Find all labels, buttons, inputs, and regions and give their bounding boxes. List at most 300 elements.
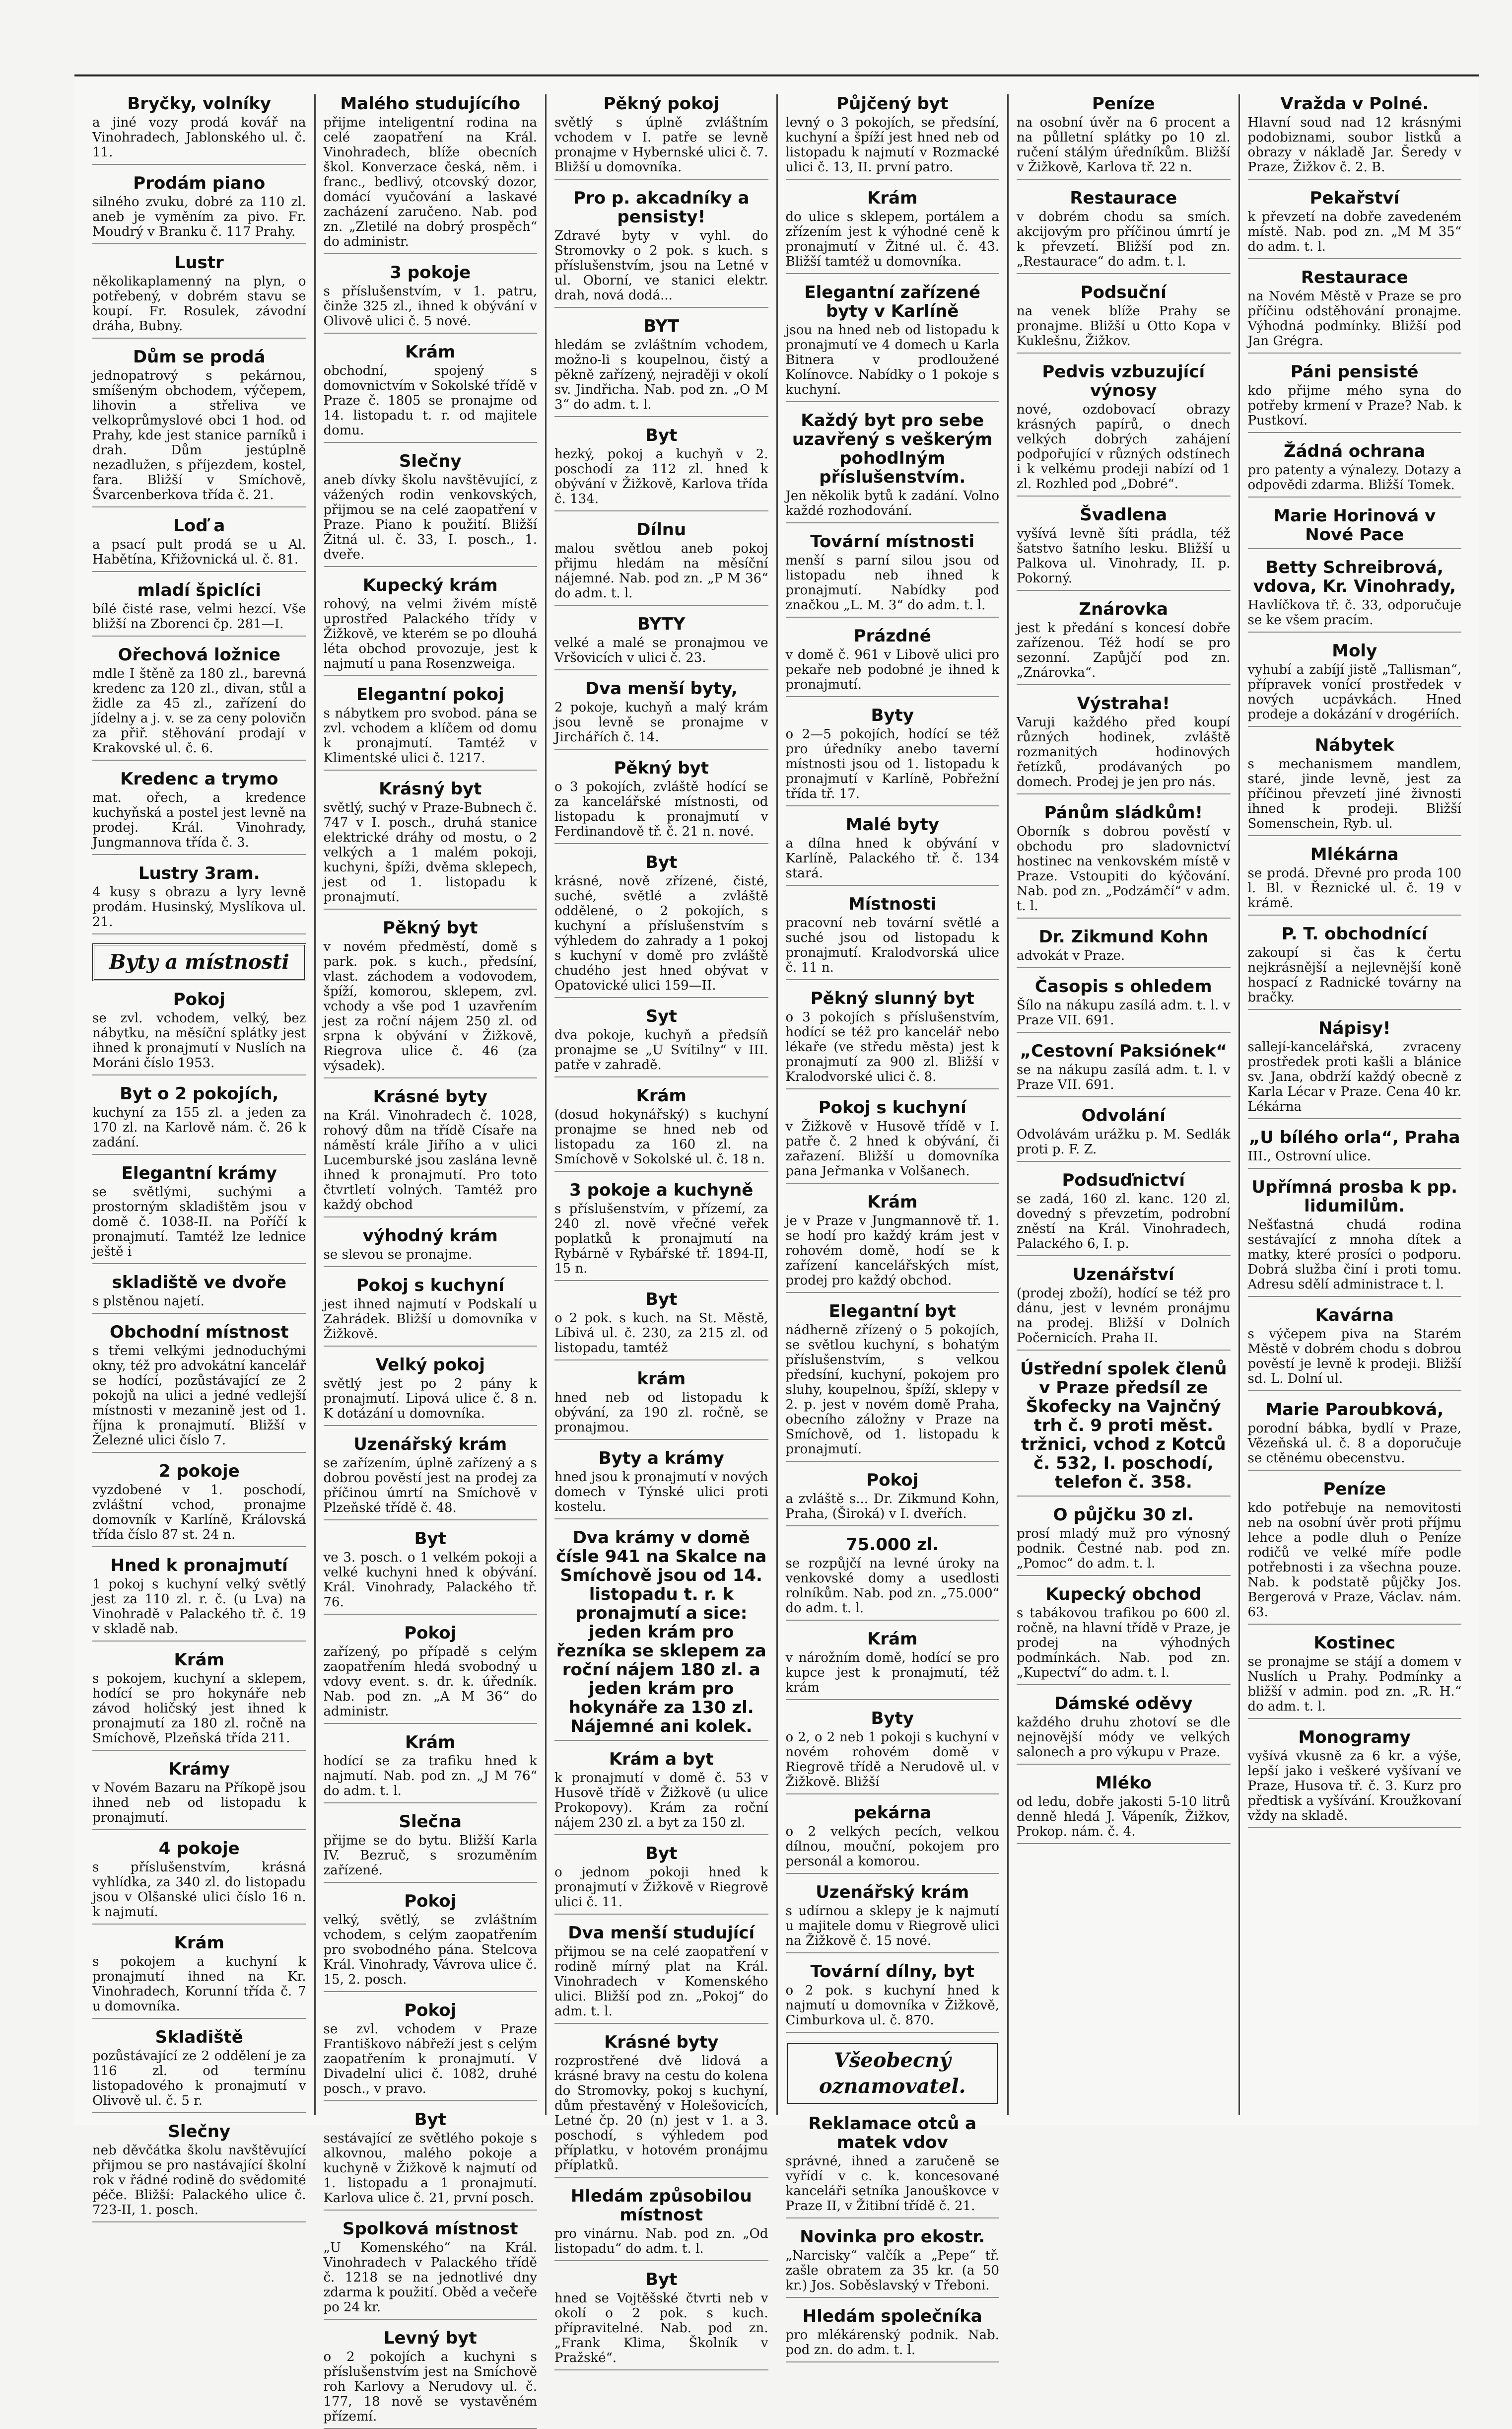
classified-ad	[324, 1356, 538, 1426]
ad-separator	[786, 696, 1000, 697]
ad-heading: 75.000 zl.	[846, 1535, 939, 1555]
ad-heading: Elegantní krámy	[121, 1163, 277, 1183]
classified-ad	[554, 853, 768, 998]
classified-ad	[1017, 1585, 1231, 1685]
classified-ad	[786, 1803, 1000, 1874]
ad-separator	[554, 749, 768, 750]
ad-text: mdle I štěně za 180 zl., barevná kredenc za 120 zl., divan, stůl a židle za 45 zl., zařízení do jídelny a j. v. se za ceny polovičn za přiř. stěhování prodají v Krakovské ul. č. 6.	[92, 666, 306, 756]
ad-separator	[1248, 548, 1462, 549]
ad-separator	[786, 617, 1000, 618]
ad-separator	[324, 1991, 538, 1992]
ad-text: Zdravé byty v vyhl. do Stromovky o 2 pok. s kuch. s příslušenstvím, jsou na Letné v ul. Oborní, ve stanici elektr. drah, nová dodá...	[554, 228, 768, 303]
ad-separator	[1248, 1168, 1462, 1169]
classified-ad	[92, 1084, 306, 1155]
ad-heading: Pro p. akcadníky a pensisty!	[573, 188, 750, 227]
ad-separator	[324, 2210, 538, 2211]
ad-text: s příslušenstvím, v 1. patru, činže 325 zl., ihned k obývání v Olivově ulici č. 5 nové.	[323, 284, 537, 329]
ad-text: a zvláště s... Dr. Zikmund Kohn, Praha, (Široká) v I. dveřích.	[785, 1492, 999, 1521]
ad-text: jest k předání s koncesí dobře zařízenou. Též hodí se pro sezonní. Zapůjčí pod zn. „Znárovka“.	[1017, 621, 1231, 680]
ad-separator	[1248, 1827, 1462, 1828]
classified-ad	[1017, 1694, 1231, 1765]
ad-heading: BYT	[643, 316, 680, 336]
ad-separator	[786, 273, 1000, 274]
ad-text: hezký, pokoj a kuchyň v 2. poschodí za 112 zl. hned k obývání v Žižkově, Karlova třída č. 134.	[554, 447, 768, 506]
ad-heading: Peníze	[1323, 1479, 1386, 1499]
ad-text: jest ihned najmutí v Podskalí u Zahrádek. Bližší u domovníka v Žižkově.	[323, 1297, 537, 1342]
ad-text: vyhubí a zabíjí jistě „Tallisman“, přípravek vonící prostředek v nových ucpávkách. Hned prodeje a dokázání v drogériích.	[1247, 662, 1461, 722]
ad-heading: Lustr	[174, 253, 224, 273]
ad-heading: Malé byty	[845, 815, 939, 835]
ad-separator	[1017, 967, 1231, 968]
ad-heading: Elegantní byt	[828, 1301, 956, 1321]
ad-separator	[92, 243, 306, 244]
ad-separator	[1017, 1684, 1231, 1685]
ad-heading: Skladiště	[155, 2027, 243, 2047]
ad-heading: Byty	[871, 706, 914, 725]
classified-ad	[554, 426, 768, 511]
ad-text: Oborník s dobrou pověstí v obchodu pro sladovnictví hostinec na venkovském místě v Praze. Vstoupiti do kýčování. Nab. pod zn. „Podzámčí“ v adm. t. l.	[1017, 824, 1231, 914]
classified-ad	[554, 1181, 768, 1281]
ad-separator	[786, 2217, 1000, 2218]
ad-heading: Slečny	[399, 451, 462, 471]
ad-heading: Pěkný byt	[382, 918, 478, 938]
ad-heading: výhodný krám	[362, 1226, 498, 1246]
ad-text: o jednom pokoji hned k pronajmutí v Žižkově v Riegrově ulici č. 11.	[554, 1865, 768, 1910]
ad-separator	[554, 1280, 768, 1281]
ad-heading: Prázdné	[853, 626, 931, 646]
ad-text: jsou na hned neb od listopadu k pronajmutí ve 4 domech u Karla Bitnera v prodloužené Kolínovce. Nabídky o 1 pokoje s kuchyní.	[785, 323, 999, 397]
ad-heading: Pěkný slunný byt	[810, 989, 974, 1008]
ad-heading: Malého studujícího	[340, 94, 521, 114]
classified-ad	[554, 520, 768, 606]
ad-heading: Pěkný pokoj	[603, 94, 719, 114]
classified-ad	[554, 2270, 768, 2370]
ad-text: o 2—5 pokojích, hodící se též pro úředníky anebo taverní místnosti jsou od 1. listopadu k pronajmutí v Karlíně, Pobřežní třída tř. 17.	[785, 727, 999, 801]
ad-separator	[786, 1292, 1000, 1293]
ad-heading: P. T. obchodnící	[1281, 924, 1428, 944]
ad-separator	[1248, 1009, 1462, 1010]
classified-ad	[92, 2028, 306, 2113]
classified-ad	[324, 452, 538, 567]
classified-ad	[324, 1276, 538, 1347]
ad-text: k převzetí na dobře zavedeném místě. Nab. pod zn. „M M 35“ do adm. t. l.	[1247, 210, 1461, 254]
ad-separator	[92, 1546, 306, 1547]
classified-ad	[1248, 925, 1462, 1010]
classified-ad	[554, 1007, 768, 1077]
ad-text: v domě č. 961 v Libově ulici pro pekaře neb podobné je ihned k pronajmutí.	[785, 647, 999, 692]
ad-heading: Lustry 3ram.	[138, 863, 260, 883]
classified-ad	[786, 1962, 1000, 2033]
classified-ad	[92, 1760, 306, 1830]
ad-text: přijme se do bytu. Bližší Karla IV. Bezruč, s srozuměním zařízené.	[323, 1833, 537, 1878]
ad-text: vyšívá levně šíti prádla, též šatstvo šatního lesku. Bližší u Palkova ul. Vinohrady, II. p. Pokorný.	[1017, 526, 1231, 586]
ad-heading: Vražda v Polné.	[1280, 94, 1429, 114]
ad-heading: Byty	[871, 1709, 914, 1728]
ad-text: menší s parní silou jsou od listopadu neb ihned k pronajmutí. Nabídky pod značkou „L. M. 3“ do adm. t. l.	[785, 553, 999, 613]
ad-text: bílé čisté rase, velmi hezcí. Vše bližší na Zborenci čp. 281—I.	[92, 602, 306, 632]
ad-text: nové, ozdobovací obrazy krásných papírů, o dnech velkých dobrých zahájení podpořující v různých odstínech i k velkému prodeji nabízí od 1 zl. Rozhled pod „Dobré“.	[1017, 402, 1231, 492]
ad-heading: Elegantní pokoj	[356, 685, 504, 705]
ad-text: zakoupí si čas k čertu nejkrásnější a nejlevnější koně hospací z Radnické továrny na bračky.	[1247, 945, 1461, 1005]
classified-ad	[1017, 1359, 1231, 1497]
classified-ad	[1248, 362, 1462, 433]
ad-text: s pokojem a kuchyní k pronajmutí ihned na Kr. Vinohradech, Korunní třída č. 7 u domovníka.	[92, 1954, 306, 2014]
ad-text: velké a malé se pronajmou ve Vršovicích v ulici č. 23.	[554, 636, 768, 665]
ad-text: každého druhu zhotoví se dle nejnovější módy ve velkých salonech a pro výkupu v Praze.	[1017, 1715, 1231, 1760]
classified-ad	[92, 94, 306, 165]
classified-ad	[92, 990, 306, 1075]
ad-separator	[554, 1359, 768, 1360]
classified-ad	[92, 1164, 306, 1264]
ad-heading: Obchodní místnost	[109, 1322, 289, 1342]
ad-separator	[324, 1077, 538, 1078]
classified-ad	[786, 94, 1000, 180]
ad-separator	[1017, 1096, 1231, 1097]
ad-heading: Krám	[405, 342, 456, 362]
ad-text: na osobní úvěr na 6 procent a na půlletní splátky po 10 zl. ručení stálým úředníkům. Bližší v Žižkově, Karlova tř. 22 n.	[1017, 115, 1231, 175]
ad-text: se zařízením, úplně zařízený a s dobrou pověstí jest na prodej za příčinou úmrtí na Smíchově v Plzeňské třídě č. 48.	[323, 1456, 537, 1515]
ad-heading: Byt	[645, 853, 678, 872]
ad-heading: Nápisy!	[1318, 1018, 1391, 1038]
ad-heading: Byt	[645, 1844, 678, 1863]
ad-separator	[92, 854, 306, 855]
ad-text: jednopatrový s pekárnou, smíšeným obchodem, výčepem, lihovin a střeliva ve velkoprůmyslové obci 1 hod. od Prahy, kde jest stanice parníků i drah. Dům jestúplně nezadlužen, s příjezdem, kostel, fara. Bližší v Smíchově, Švarcenberkova třída č. 21.	[92, 368, 306, 502]
ad-heading: Dámské oděvy	[1054, 1694, 1193, 1714]
ad-text: s mechanismem mandlem, staré, jinde levně, jest za příčinou převzetí jiné živnosti ihned k prodeji. Bližší Somenschein, Ryb. ul.	[1247, 757, 1461, 831]
ad-heading: Slečna	[399, 1812, 462, 1832]
classified-ad	[92, 645, 306, 761]
ad-separator	[786, 1952, 1000, 1953]
ad-separator	[92, 1750, 306, 1751]
ad-text: neb děvčátka školu navštěvující přijmou se pro nastávající školní rok v řádné rodině do svědomité péče. Bližší: Palackého ulice č. 723-II, 1. posch.	[92, 2143, 306, 2217]
ad-separator	[786, 1183, 1000, 1184]
classified-ad	[786, 1193, 1000, 1293]
classified-ad	[324, 2001, 538, 2101]
ad-separator	[554, 2177, 768, 2178]
ad-heading: Místnosti	[848, 894, 937, 914]
classified-ad	[324, 94, 538, 254]
ad-separator	[324, 1266, 538, 1267]
ad-separator	[554, 605, 768, 606]
ad-separator	[1248, 1624, 1462, 1625]
classified-ad	[1017, 977, 1231, 1033]
ad-heading: Byt	[645, 426, 678, 445]
classified-ad	[786, 815, 1000, 886]
ad-separator	[324, 1425, 538, 1426]
classified-ad	[554, 615, 768, 670]
classified-ad	[786, 706, 1000, 806]
classified-ad	[92, 1323, 306, 1453]
classified-ad	[786, 1098, 1000, 1184]
ad-heading: Marie Paroubková,	[1265, 1400, 1444, 1420]
ad-separator	[554, 2369, 768, 2370]
ad-separator	[554, 1171, 768, 1172]
ad-separator	[324, 675, 538, 676]
ad-text: s příslušenstvím, krásná vyhlídka, za 340 zl. do listopadu jsou v Olšanské ulici číslo 16 n. k najmutí.	[92, 1860, 306, 1920]
classified-ad	[1248, 845, 1462, 916]
ad-heading: Syt	[645, 1006, 677, 1026]
classified-ad	[1248, 642, 1462, 727]
ad-heading: Pokoj s kuchyní	[818, 1098, 966, 1118]
ad-text: o 2 pokojích a kuchyni s příslušenstvím jest na Smíchově roh Karlovy a Nerudovy ul. č. 177, 18 nově se vystavěném přízemí.	[323, 2350, 537, 2424]
ad-text: s tabákovou trafikou po 600 zl. ročně, na hlavní třídě v Praze, je prodej na výhodných podmínkách. Nab. pod zn. „Kupectví“ do adm. t. l.	[1017, 1606, 1231, 1680]
classified-ad	[1248, 268, 1462, 354]
classified-ad	[554, 1924, 768, 2024]
ad-text: rohový, na velmi živém místě uprostřed Palackého třídy v Žižkově, ve kterém se po dlouhá léta obchod provozuje, jest k najmutí u pana Rosenzweiga.	[323, 597, 537, 671]
ad-separator	[92, 1452, 306, 1453]
ad-heading: Bryčky, volníky	[127, 94, 272, 114]
ad-text: v Novém Bazaru na Příkopě jsou ihned neb od listopadu k pronajmutí.	[92, 1781, 306, 1825]
ad-heading: Pokoj	[866, 1470, 919, 1490]
ad-text: Havlíčkova tř. č. 33, odporučuje se ke všem pracím.	[1247, 598, 1461, 628]
ad-heading: Žádná ochrana	[1284, 441, 1426, 461]
ad-separator	[554, 1740, 768, 1741]
ad-text: hledám se zvláštním vchodem, možno-li s koupelnou, čistý a pěkně zařízený, nejraději v okolí sv. Jindřicha. Nab. pod zn. „O M 3“ do adm. t. l.	[554, 338, 768, 412]
classified-ad	[92, 348, 306, 507]
ad-text: nádherně zřízený o 5 pokojích, se světlou kuchyní, s bohatým příslušenstvím, s velkou předsíní, kuchyní, pokojem pro sluhy, koupelnou, špíží, sklepy v 2. p. jest v novém domě Praha, obecního záložny v Praze na Smíchově, od 1. listopadu k pronajmutí.	[785, 1323, 999, 1457]
ad-separator	[324, 1802, 538, 1803]
ad-heading: BYTY	[637, 614, 686, 634]
ad-text: obchodní, spojený s domovnictvím v Sokolské třídě v Praze č. 1805 se pronajme od 14. listopadu t. r. od majitele domu.	[323, 363, 537, 438]
ad-text: se zvl. vchodem, velký, bez nábytku, na měsíční splátky jest ihned k pronajmutí v Nuslích na Moráni číslo 1953.	[92, 1011, 306, 1071]
ad-heading: 3 pokoje a kuchyně	[569, 1180, 754, 1200]
ad-heading: Kavárna	[1315, 1305, 1394, 1325]
ad-separator	[1017, 1496, 1231, 1497]
ad-separator	[554, 669, 768, 670]
ad-separator	[324, 1346, 538, 1347]
ad-separator	[1248, 353, 1462, 354]
ad-heading: Peníze	[1092, 94, 1155, 114]
ad-separator	[92, 571, 306, 572]
classified-ad	[324, 576, 538, 676]
ad-separator	[324, 1723, 538, 1724]
ad-heading: Krásný byt	[379, 779, 482, 799]
ad-text: 2 pokoje, kuchyň a malý krám jsou levně se pronajme v Jirchářích č. 14.	[554, 700, 768, 745]
ad-heading: Páni pensisté	[1290, 362, 1419, 382]
ad-heading: Ústřední spolek členů v Praze předsíl ze Škofecky na Vajnčný trh č. 9 proti měst. tržnici, vchod z Kotců č. 532, I. poschodí, telefon č. 358.	[1020, 1359, 1227, 1492]
ad-heading: Krám	[174, 1650, 224, 1670]
ad-separator	[92, 2018, 306, 2019]
ad-separator	[324, 2100, 538, 2101]
ad-text: se prodá. Dřevné pro proda 100 l. Bl. v Řeznické ul. č. 19 v krámě.	[1247, 866, 1461, 911]
ad-separator	[92, 1154, 306, 1155]
classified-ad	[1017, 362, 1231, 497]
ad-heading: Hned k pronajmutí	[110, 1556, 288, 1575]
ad-text: s výčepem piva na Starém Městě v dobrém chodu s dobrou pověstí je levně k prodeji. Bližší sd. L. Dolní ul.	[1247, 1327, 1461, 1386]
ad-text: ve 3. posch. o 1 velkém pokoji a velké kuchyni hned k obývání. Král. Vinohrady, Palackého tř. 76.	[323, 1550, 537, 1610]
ad-text: se zadá, 160 zl. kanc. 120 zl. dovedný s převzetím, podrobní zněstí na Král. Vinohradech, Palackého 6, I. p.	[1017, 1192, 1231, 1251]
ad-text: na Král. Vinohradech č. 1028, rohový dům na třídě Císaře na náměstí krále Jiřího a v ulici Lucemburské jsou zaslána levně ihned k pronajmutí. Pro toto čtvrtletí volných. Tamtéž pro každý obchod	[323, 1108, 537, 1213]
ad-separator	[554, 1914, 768, 1915]
ad-separator	[92, 1641, 306, 1642]
classified-ad	[1017, 505, 1231, 591]
ad-separator	[324, 1882, 538, 1883]
ad-text: a jiné vozy prodá kovář na Vinohradech, Jablonského ul. č. 11.	[92, 115, 306, 160]
ad-heading: Byt	[645, 1289, 678, 1309]
classified-ad	[786, 411, 1000, 523]
ad-separator	[554, 2023, 768, 2024]
ad-separator	[554, 2260, 768, 2261]
ad-text: vyšívá vkusně za 6 kr. a výše, lepší jako i veškeré vyšívaní ve Praze, Husova tř. č. 3. Kurz pro předtisk a vyšívání. Kroužkovaní vždy na skladě.	[1247, 1749, 1461, 1823]
classified-ad	[324, 1733, 538, 1803]
ad-text: s pokojem, kuchyní a sklepem, hodící se pro hokynáře neb závod holičský jest ihned k pronajmutí za 180 zl. ročně na Smíchově, Plzeňská třída 211.	[92, 1671, 306, 1746]
ad-separator	[786, 179, 1000, 180]
classified-ad	[554, 1086, 768, 1172]
ad-heading: Spolková místnost	[343, 2219, 518, 2239]
classified-ad	[1017, 1042, 1231, 1097]
ad-heading: Nábytek	[1314, 735, 1394, 755]
ad-separator	[324, 442, 538, 443]
ad-text: se na nákupu zasílá adm. t. l. v Praze VII. 691.	[1017, 1063, 1231, 1092]
ad-heading: Mlékárna	[1310, 845, 1399, 864]
ad-text: hned se Vojtěšské čtvrti neb v okolí o 2 pok. s kuch. přípravitelné. Nab. pod zn. „Frank Klima, Školník v Pražské“.	[554, 2291, 768, 2365]
ad-separator	[324, 909, 538, 910]
ad-heading: „U bílého orla“, Praha	[1249, 1128, 1460, 1147]
classified-ad	[786, 1709, 1000, 1794]
ad-separator	[554, 416, 768, 417]
ad-text: světlý s úplně zvláštním vchodem v I. patře se levně pronajme v Hybernské ulici č. 7. Bližší u domovníka.	[554, 115, 768, 175]
ad-heading: Betty Schreibrová, vdova, Kr. Vinohrady,	[1253, 558, 1456, 596]
column-5	[1009, 94, 1240, 2115]
ad-text: sallejí-kancelářská, zvraceny prostředek proti kašli a blánice sv. Jana, obdrží každý obecně z Karla Lécar v Praze. Cena 40 kr. Lékárna	[1247, 1040, 1461, 1114]
classified-ad	[554, 189, 768, 308]
ad-text: o 2 pok. s kuchyní hned k najmutí u domovníka v Žižkově, Cimburkova ul. č. 870.	[785, 1983, 999, 2028]
ad-separator	[554, 1439, 768, 1440]
ad-separator	[786, 1699, 1000, 1700]
ad-text: několikaplamenný na plyn, o potřebený, v dobrém stavu se koupí. Fr. Rosulek, závodní dráha, Bubny.	[92, 274, 306, 334]
ad-separator	[786, 885, 1000, 886]
ad-text: „U Komenského“ na Král. Vinohradech v Palackého třídě č. 1218 se na jednotlivé dny zdarma k použití. Oběd a večeře po 24 kr.	[323, 2240, 537, 2315]
ad-heading: Byt	[414, 2110, 446, 2130]
ad-text: levný o 3 pokojích, se předsíní, kuchyní a špíží jest hned neb od listopadu k najmutí v Rozmacké ulici č. 13, II. první patro.	[785, 115, 999, 175]
ad-text: na Novém Městě v Praze se pro příčinu odstěhování pronajme. Výhodná podmínky. Bližší pod Jan Grégra.	[1247, 289, 1461, 349]
ad-text: pro vinárnu. Nab. pod zn. „Od listopadu“ do adm. t. l.	[554, 2226, 768, 2256]
classified-ad	[1017, 694, 1231, 794]
classified-ad	[786, 283, 1000, 402]
ad-heading: Hledám společníka	[802, 2306, 982, 2326]
classified-ad	[554, 1449, 768, 1519]
classified-ad	[92, 253, 306, 339]
classified-ad	[786, 1535, 1000, 1621]
classified-ad	[786, 532, 1000, 618]
ad-text: se světlými, suchými a prostorným skladištěm jsou v domě č. 1038-II. na Poříčí k pronajmutí. Tamtéž lze lednice ještě i	[92, 1185, 306, 1259]
ad-heading: 2 pokoje	[158, 1461, 240, 1481]
classified-ad	[92, 1273, 306, 1314]
ad-text: pracovní neb tovární světlé a suché jsou od listopadu k pronajmutí. Kralodvorská ulice č. 11 n.	[785, 916, 999, 975]
ad-separator	[1248, 1718, 1462, 1719]
ad-heading: Tovární dílny, byt	[810, 1962, 974, 1982]
ad-heading: Pedvis vzbuzující výnosy	[1042, 362, 1205, 401]
ad-heading: Tovární místnosti	[810, 532, 975, 552]
ad-separator	[92, 338, 306, 339]
classified-ad	[786, 2227, 1000, 2298]
classified-ad	[1248, 1128, 1462, 1169]
classified-ad	[554, 1844, 768, 1915]
ad-heading: Pokoj s kuchyní	[356, 1276, 504, 1295]
ad-text: o 3 pokojích s příslušenstvím, hodící se též pro kancelář nebo lékaře (ve středu města) jest k pronajmutí za 900 zl. Bližší v Kralodvorské ulici č. 8.	[785, 1010, 999, 1084]
ad-separator	[554, 843, 768, 844]
ad-separator	[1017, 1764, 1231, 1765]
classified-ad	[324, 1812, 538, 1883]
classified-ad	[1017, 189, 1231, 274]
ad-separator	[1017, 684, 1231, 685]
ad-text: s příslušenstvím, v přízemí, za 240 zl. nově vřečné veřek poplatků k pronajmutí na Rybárně v Rybářské tř. 1894-II, 15 n.	[554, 1202, 768, 1276]
ad-heading: Podsuďnictví	[1062, 1170, 1185, 1190]
ad-separator	[92, 1829, 306, 1830]
ad-heading: Uzenářský krám	[353, 1434, 507, 1454]
ad-text: advokát v Praze.	[1017, 948, 1125, 963]
ad-heading: Restaurace	[1070, 188, 1177, 208]
ad-heading: Elegantní zařízené byty v Karlíně	[804, 283, 981, 321]
ad-text: Jen několik bytů k zadání. Volno každé rozhodování.	[785, 489, 999, 518]
classified-ad	[1017, 1505, 1231, 1576]
classified-ad	[324, 343, 538, 443]
ad-heading: Odvolání	[1081, 1106, 1166, 1126]
ad-separator	[92, 2112, 306, 2113]
ad-heading: Kredenc a trymo	[120, 769, 278, 789]
ad-separator	[324, 770, 538, 771]
ad-heading: 3 pokoje	[390, 263, 471, 283]
ad-separator	[786, 2032, 1000, 2033]
ad-text: od ledu, dobře jakosti 5-10 litrů denně hledá J. Vápeník, Žižkov, Prokop. nám. č. 4.	[1017, 1794, 1231, 1839]
ad-heading: Krám	[174, 1933, 224, 1953]
ad-separator	[1248, 915, 1462, 916]
ad-heading: Reklamace otců a matek vdov	[808, 2114, 977, 2152]
ad-heading: mladí špiclíci	[137, 580, 261, 600]
ad-text: k pronajmutí v domě č. 53 v Husově třídě v Žižkově (u ulice Prokopovy). Krám za roční nájem 230 zl. a byt za 150 zl.	[554, 1771, 768, 1830]
ad-separator	[1248, 1390, 1462, 1391]
ad-heading: Upřímná prosba k pp. lidumilům.	[1251, 1177, 1458, 1216]
ad-heading: Dílnu	[636, 520, 687, 540]
ad-separator	[1017, 179, 1231, 180]
column-2	[316, 94, 547, 2424]
ad-heading: Krám	[867, 1192, 918, 1212]
ad-heading: Slečny	[168, 2122, 231, 2142]
classified-ad	[554, 94, 768, 180]
ad-text: v novém předměstí, domě s park. pok. s kuch., předsíní, vlast. záchodem a vodovodem, špíží, komorou, sklepem, zvl. vchody a vše pod 1 uzavřením jest za roční nájem 250 zl. od srpna k obývání v Žižkově, Riegrova ulice č. 46 (za výsadek).	[323, 939, 537, 1073]
ad-text: s třemi velkými jednoduchými okny, též pro advokátní kancelář se hodící, pozůstávající ze 2 pokojů na ulici a jedné vedlejší místnosti v mezanině jest od 1. října k pronajmutí. Bližší v Železné ulici číslo 7.	[92, 1344, 306, 1448]
classified-ad	[324, 2329, 538, 2429]
ad-text: „Narcisky“ valčík a „Pepe“ tř. zašle obratem za 35 kr. (a 50 kr.) Jos. Soběslavský v Třeboni.	[785, 2248, 999, 2293]
classified-ad	[786, 989, 1000, 1089]
classified-ad	[92, 1933, 306, 2019]
ad-heading: Pokoj	[404, 2000, 457, 2020]
ad-heading: Uzenářství	[1072, 1265, 1174, 1285]
classified-ad	[554, 1369, 768, 1440]
ad-separator	[786, 1088, 1000, 1089]
ad-text: o 2, o 2 neb 1 pokoji s kuchyní v novém rohovém domě v Riegrově třídě a Nerudově ul. v Žižkově. Bližší	[785, 1730, 999, 1789]
ad-separator	[786, 401, 1000, 402]
ad-separator	[324, 566, 538, 567]
ad-separator	[92, 2221, 306, 2222]
ad-heading: Krám a byt	[609, 1749, 714, 1769]
ad-text: do ulice s sklepem, portálem a zřízením jest k výhodné ceně k pronajmutí v Žitné ul. č. 43. Bližší tamtéž u domovníka.	[785, 210, 999, 269]
ad-heading: Pekařství	[1309, 188, 1400, 208]
classified-ad	[1017, 600, 1231, 685]
classified-ad	[1248, 1480, 1462, 1625]
classified-ad	[324, 1087, 538, 1217]
classified-ad	[786, 1471, 1000, 1526]
classified-ad	[1248, 1306, 1462, 1391]
ad-heading: Velký pokoj	[375, 1355, 485, 1375]
classified-ad	[1248, 736, 1462, 836]
ad-text: vyzdobené v 1. poschodí, zvláštní vchod, pronajme domovník v Karlíně, Královská třída číslo 87 st. 24 n.	[92, 1483, 306, 1542]
column-1	[84, 94, 316, 2217]
classified-columns	[84, 94, 1469, 2424]
ad-heading: Ořechová ložnice	[118, 645, 280, 665]
classified-ad	[786, 1883, 1000, 1953]
classified-ad	[324, 919, 538, 1078]
